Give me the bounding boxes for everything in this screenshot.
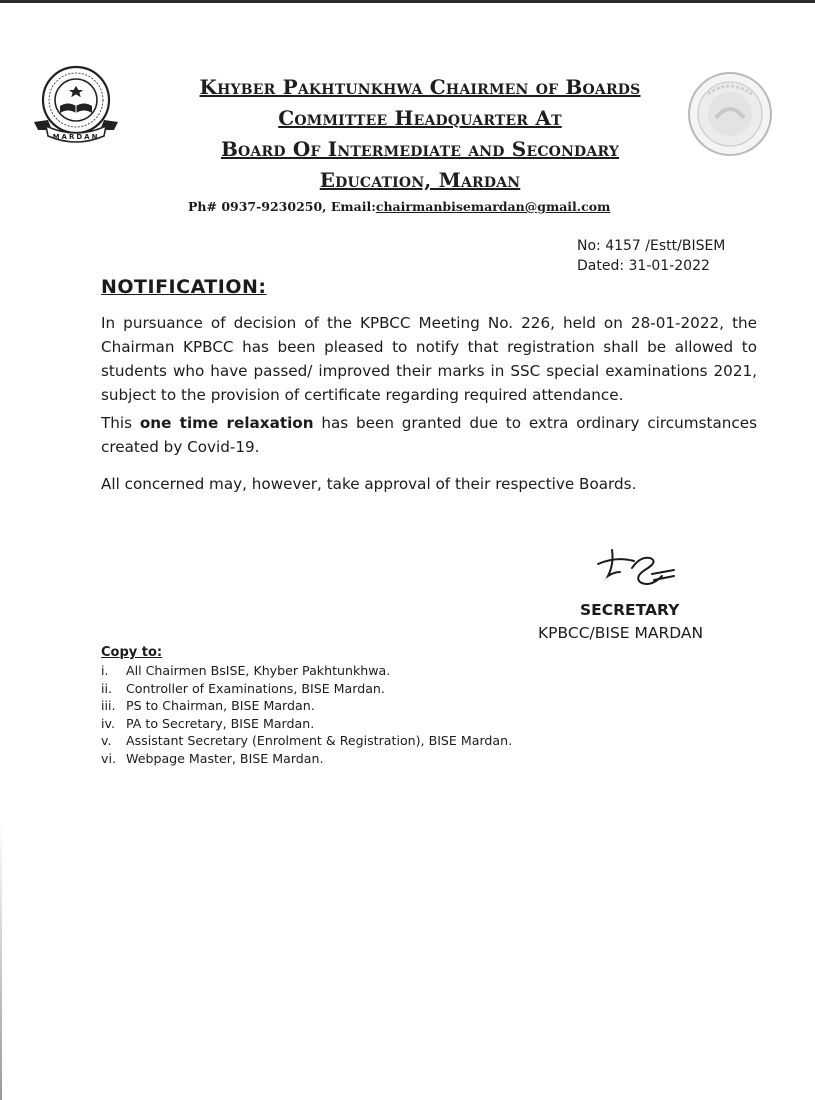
para2-prefix: This <box>101 414 140 432</box>
board-emblem-icon <box>28 64 124 148</box>
para2-suffix: has been granted due to extra ordinary circumstances created by Covid-19. <box>101 414 757 456</box>
copy-to-item-text: PA to Secretary, BISE Mardan. <box>126 715 315 731</box>
notification-paragraph-1: In pursuance of decision of the KPBCC Meeting No. 226, held on 28-01-2022, the Chairman KPBCC has been pleased to notify that registration shall be allowed to students who have passed/ improved their marks in SSC special examinations 2021, subject to the provision of certificate regarding required attendance. <box>101 314 757 404</box>
notification-heading: NOTIFICATION: <box>101 276 267 298</box>
copy-to-item-number: ii. <box>101 680 113 696</box>
copy-to-item-text: Controller of Examinations, BISE Mardan. <box>126 680 385 696</box>
emblem-city-text: MARDAN <box>52 133 100 141</box>
phone-number: Ph# 0937-9230250, <box>188 199 327 214</box>
notification-paragraph-3: All concerned may, however, take approval of their respective Boards. <box>101 475 637 493</box>
copy-to-item-number: vi. <box>101 750 116 766</box>
signature-mark <box>592 546 684 596</box>
letterhead <box>150 72 690 196</box>
one-time-relaxation-text: one time relaxation <box>139 414 314 432</box>
copy-to-item-text: Webpage Master, BISE Mardan. <box>126 750 324 766</box>
copy-to-heading: Copy to: <box>101 645 163 660</box>
email-link[interactable]: chairmanbisemardan@gmail.com <box>375 199 611 214</box>
notification-paragraph-2 <box>101 411 757 459</box>
reference-number: No: 4157 /Estt/BISEM <box>577 238 726 254</box>
copy-to-item-text: PS to Chairman, BISE Mardan. <box>126 698 315 714</box>
letterhead-line-2: Committee Headquarter At <box>278 106 562 130</box>
letterhead-line-3: Board Of Intermediate and Secondary <box>220 137 620 161</box>
reference-block <box>577 236 725 276</box>
copy-to-item-text: Assistant Secretary (Enrolment & Registration), BISE Mardan. <box>126 733 513 749</box>
letterhead-line-4: Education, Mardan <box>319 168 521 192</box>
contact-line <box>188 199 610 214</box>
reference-date: Dated: 31-01-2022 <box>577 258 710 274</box>
signatory-office: KPBCC/BISE MARDAN <box>538 624 704 642</box>
copy-to-item-text: All Chairmen BsISE, Khyber Pakhtunkhwa. <box>126 663 391 678</box>
page-top-edge <box>0 0 815 3</box>
letterhead-line-1: Khyber Pakhtunkhwa Chairmen of Boards <box>199 75 641 99</box>
copy-to-item-number: iv. <box>101 715 115 731</box>
email-label: Email: <box>330 199 376 214</box>
copy-to-item-number: iii. <box>101 698 116 714</box>
signatory-title: SECRETARY <box>580 601 680 619</box>
official-stamp-icon <box>686 70 774 158</box>
copy-to-item-number: v. <box>101 733 112 749</box>
copy-to-item-number: i. <box>101 663 109 678</box>
page-left-edge-shadow <box>0 820 2 1100</box>
